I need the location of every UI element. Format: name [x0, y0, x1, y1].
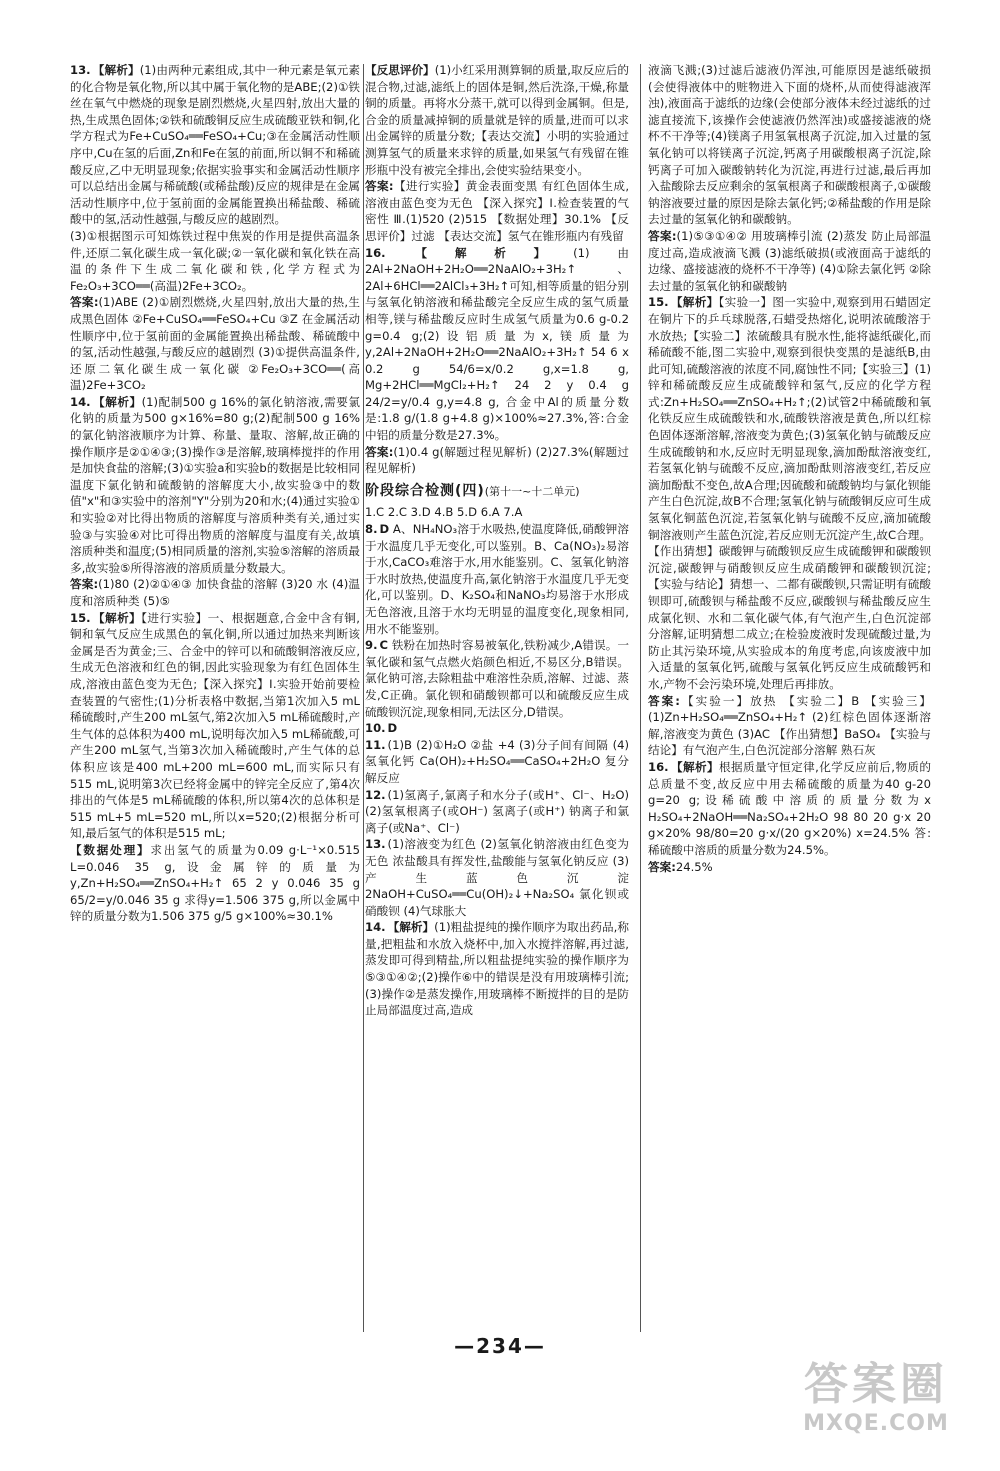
answer-item [70, 576, 360, 609]
section-title [365, 483, 629, 501]
answer-item [365, 720, 629, 737]
item-tag: 【解析】 [387, 245, 574, 260]
answer-item [365, 444, 629, 477]
watermark-logo: 答案圈 [804, 1359, 948, 1410]
item-tag: 【解析】 [670, 295, 719, 310]
item-text: 1.C 2.C 3.D 4.B 5.D 6.A 7.A [365, 505, 523, 520]
item-text: (1)80 (2)②①④③ 加快食盐的溶解 (3)20 水 (4)温度和溶质种类 (5)⑤ [70, 577, 360, 608]
item-text: 求出氢气的质量为0.09 g·L⁻¹×0.515 L=0.046 35 g,设金属锌的质量为y,Zn+H₂SO₄══ZnSO₄+H₂↑ 65 2 y 0.046 35 g 65/2=y/0.046 35 g 求得y=1.506 375 g,所以金属中锌的质量分数为1.506 375 g/5 g×100%≈30.1% [70, 842, 360, 924]
item-tag: 答案: [648, 693, 680, 708]
answer-column-1 [70, 62, 360, 1392]
item-text: (1)⑤③①④② 用玻璃棒引流 (2)蒸发 防止局部温度过高,造成液滴飞溅 (3)滤纸破损(或液面高于滤纸的边缘、盛接滤液的烧杯不干净等) (4)①除去氯化钙 ②除去过量的氢氧化钠和碳酸钠 [648, 228, 931, 293]
question-number: 16. [648, 759, 669, 774]
question-number: 15. [648, 295, 669, 310]
answer-item [365, 504, 629, 521]
answer-item [70, 294, 360, 394]
answer-item [648, 693, 931, 759]
item-text: A、NH₄NO₃溶于水吸热,使温度降低,硝酸钾溶于水温度几乎无变化,可以鉴别。B、Ca(NO₃)₂易溶于水,CaCO₃难溶于水,用水能鉴别。C、氢氧化钠溶于水时放热,使温度升高,氯化钠溶于水温度几乎无变化,可以鉴别。D、K₂SO₄和NaNO₃均易溶于水形成无色溶液,且溶于水均无明显的温度变化,现象相同,用水不能鉴别。 [365, 522, 629, 636]
answer-item [365, 62, 629, 178]
item-tag: C [379, 638, 388, 653]
item-tag: 答案: [70, 577, 99, 592]
rule-1 [363, 64, 364, 1332]
item-tag: 答案: [648, 228, 677, 243]
item-text: (1)粗盐提纯的操作顺序为取出药品,称量,把粗盐和水放入烧杯中,加入水搅拌溶解,再过滤,蒸发即可得到精盐,所以粗盐提纯实验的操作顺序为⑤③①④②;(2)操作⑥中的错误是没有用玻璃棒引流;(3)操作②是蒸发操作,用玻璃棒不断搅拌的目的是防止局部温度过高,造成 [365, 920, 629, 1018]
answer-item [365, 787, 629, 837]
answer-column-2 [365, 62, 629, 1392]
answer-item [70, 842, 360, 925]
answer-column-3 [648, 62, 931, 1392]
item-text: (1)氢离子,氯离子和水分子(或H⁺、Cl⁻、H₂O) (2)氢氧根离子(或OH⁻) 氢离子(或H⁺) 钠离子和氯离子(或Na⁺、Cl⁻) [365, 787, 629, 835]
question-number: 13. [365, 837, 386, 852]
item-tag: 【反思评价】 [365, 63, 435, 77]
answer-item [648, 228, 931, 294]
answer-item [70, 610, 360, 842]
item-text: 液滴飞溅;(3)过滤后滤液仍浑浊,可能原因是滤纸破损(会使得液体中的赃物进入下面的烧杯,从而使得滤液浑浊),液面高于滤纸的边缘(会使部分液体未经过滤纸的过滤直接流下,该操作会使滤液仍然浑浊)或盛接滤液的烧杯不干净等;(4)镁离子用氢氧根离子沉淀,加入过量的氢氧化钠可以将镁离子沉淀,钙离子用碳酸根离子沉淀,除钙离子可加入碳酸钠转化为沉淀,再进行过滤,最后再加入盐酸除去反应剩余的氢氧根离子和碳酸根离子,①碳酸钠溶液要过量的原因是除去氯化钙;②稀盐酸的作用是除去过量的氢氧化钠和碳酸钠。 [648, 63, 931, 227]
answer-item [365, 637, 629, 720]
question-number: 12. [365, 787, 386, 802]
question-number: 15. [70, 610, 91, 625]
question-number: 11. [365, 737, 386, 752]
question-number: 8. [365, 522, 378, 537]
question-number: 14. [365, 920, 386, 935]
unit-answers [365, 62, 629, 477]
item-tag: 【解析】 [92, 63, 140, 77]
item-tag: 【解析】 [670, 759, 720, 774]
answer-item [70, 228, 360, 294]
item-text: 【进行实验】一、根据题意,合金中含有铜,铜和氧气反应生成黑色的氧化铜,所以通过加热来判断该金属是否为黄金;三、合金中的锌可以和硫酸铜溶液反应,生成无色溶液和红色的铜,因此实验现象为有红色固体生成,溶液由蓝色变为无色;【深入探究】Ⅰ.实验开始前要检查装置的气密性;(1)分析表格中数据,当第1次加入5 mL稀硫酸时,产生200 mL氢气,第2次加入5 mL稀硫酸时,产生气体的总体积为400 mL,说明每次加入5 mL稀硫酸,可产生200 mL氢气,当第3次加入稀硫酸时,产生气体的总体积应该是400 mL+200 mL=600 mL,而实际只有515 mL,说明第3次已经将金属中的锌完全反应了,第4次排出的气体是5 mL稀硫酸的体积,所以第4次的总体积是515 mL+5 mL=520 mL,所以x=520;(2)根据分析可知,最后氢气的体积是515 mL; [70, 610, 360, 841]
item-text: 铁粉在加热时容易被氧化,铁粉减少,A错误。一氧化碳和氢气点燃火焰颜色相近,不易区分,B错误。氯化钠可溶,去除粗盐中难溶性杂质,溶解、过滤、蒸发,C正确。氯化钡和硝酸钡都可以和硫酸反应生成硫酸钡沉淀,现象相同,无法区分,D错误。 [365, 638, 629, 719]
question-number: 16. [365, 245, 386, 260]
item-tag: D [379, 522, 390, 537]
section-title-text: 阶段综合检测(四) [365, 482, 485, 499]
item-text: (1)溶液变为红色 (2)氢氧化钠溶液由红色变为无色 浓盐酸具有挥发性,盐酸能与氢氧化钠反应 (3)产生蓝色沉淀 2NaOH+CuSO₄══Cu(OH)₂↓+Na₂SO₄ 氯化钡或硝酸钡 (4)气球胀大 [365, 837, 629, 918]
item-text: 【进行实验】黄金表面变黑 有红色固体生成,溶液由蓝色变为无色 【深入探究】Ⅰ.检查装置的气密性 Ⅲ.(1)520 (2)515 【数据处理】30.1% 【反思评价】过滤 【表达交流】氢气在锥形瓶内有残留 [365, 179, 629, 243]
item-tag: 【解析】 [92, 394, 142, 409]
stage-test-answers [365, 504, 629, 1018]
answer-item [365, 737, 629, 787]
answer-item [365, 919, 629, 1019]
item-tag: D [387, 721, 398, 736]
item-text: 24.5% [675, 859, 713, 874]
item-text: (1)由两种元素组成,其中一种元素是氧元素的化合物是氧化物,所以其中属于氧化物的是ABE;(2)①铁丝在氧气中燃烧的现象是剧烈燃烧,火星四射,放出大量的热,生成黑色固体;②铁和硫酸铜反应生成硫酸亚铁和铜,化学方程式为Fe+CuSO₄══FeSO₄+Cu;③在金属活动性顺序中,Cu在氢的后面,Zn和Fe在氢的前面,所以铜不和稀硫酸反应,乙中无明显现象;依据实验事实和金属活动性顺序可以总结出金属与稀硫酸(或稀盐酸)反应的规律是在金属活动性顺序中,位于氢前面的金属能置换出稀盐酸、稀硫酸中的氢,活动性越强,与酸反应的越剧烈。 [70, 63, 360, 227]
item-text: (1)ABE (2)①剧烈燃烧,火星四射,放出大量的热,生成黑色固体 ②Fe+CuSO₄══FeSO₄+Cu ③Z 在金属活动性顺序中,位于氢前面的金属能置换出稀盐酸、稀硫酸中的氢,活动性越强,与酸反应的越剧烈 (3)①提供高温条件,还原二氧化碳生成一氧化碳 ②Fe₂O₃+3CO══(高温)2Fe+3CO₂ [70, 295, 360, 393]
answer-item [365, 836, 629, 919]
answer-item [365, 178, 629, 244]
question-number: 10. [365, 721, 386, 736]
item-text: 根据质量守恒定律,化学反应前后,物质的总质量不变,故反应中用去稀硫酸的质量为40 g-20 g=20 g;设稀硫酸中溶质的质量分数为x H₂SO₄+2NaOH══Na₂SO₄+2H₂O 98 80 20 g·x 20 g×20% 98/80=20 g·x/(20 g×20%) x=24.5% 答:稀硫酸中溶质的质量分数为24.5%。 [648, 759, 931, 857]
item-text: 【实验一】放热 【实验二】B 【实验三】(1)Zn+H₂SO₄══ZnSO₄+H₂↑ (2)红棕色固体逐渐溶解,溶液变为黄色 (3)AC 【作出猜想】BaSO₄ 【实验与结论】有气泡产生,白色沉淀部分溶解 熟石灰 [648, 693, 931, 758]
item-tag: 答案: [365, 444, 394, 459]
question-number: 13. [70, 63, 91, 77]
answer-item [365, 521, 629, 637]
section-subtitle: (第十一~十二单元) [484, 484, 580, 498]
item-text: (1)配制500 g 16%的氯化钠溶液,需要氯化钠的质量为500 g×16%=80 g;(2)配制500 g 16%的氯化钠溶液顺序为计算、称量、量取、溶解,故正确的操作顺序是②①④③;(3)操作③是溶解,玻璃棒搅拌的作用是加快食盐的溶解;(3)①实验a和实验b的数据是比较相同温度下氯化钠和硫酸钠的溶解度大小,故实验③中的数值"x"和③实验中的溶剂"Y"分别为20和水;(4)通过实验①和实验②对比得出物质的溶解度与溶质种类有关,通过实验③与实验④对比可得出物质的溶解度与温度有关,故填溶质种类和温度;(5)相同质量的溶剂,实验⑤溶解的溶质最多,故实验⑤所得溶液的溶质质量分数最大。 [70, 394, 360, 575]
item-text: (3)①根据图示可知炼铁过程中焦炭的作用是提供高温条件,还原二氧化碳生成一氧化碳;②一氧化碳和氧化铁在高温的条件下生成二氧化碳和铁,化学方程式为Fe₂O₃+3CO══(高温)2Fe+3CO₂。 [70, 228, 360, 293]
item-text: 【实验一】图一实验中,观察到用石蜡固定在铜片下的乒乓球脱落,石蜡受热熔化,说明浓硫酸溶于水放热;【实验二】浓硫酸具有脱水性,能将滤纸碳化,而稀硫酸不能,图二实验中,观察到很快变黑的是滤纸B,由此可知,硫酸溶液的浓度不同,腐蚀性不同;【实验三】(1)锌和稀硫酸反应生成硫酸锌和氢气,反应的化学方程式:Zn+H₂SO₄══ZnSO₄+H₂↑;(2)试管2中稀硫酸和氧化铁反应生成硫酸铁和水,硫酸铁溶液是黄色,所以红棕色固体逐渐溶解,溶液变为黄色;(3)氢氧化钠与硫酸反应生成硫酸钠和水,反应时无明显现象,滴加酚酞溶液变红,若氢氧化钠与硫酸不反应,滴加酚酞则溶液变红,若反应滴加酚酞不变色,故A合理;因硫酸和硫酸钠均与氯化钡能产生白色沉淀,故B不合理;氢氧化钠与硫酸铜反应可生成氢氧化铜蓝色沉淀,若氢氧化钠与硫酸不反应,滴加硫酸铜溶液则产生蓝色沉淀,若反应则无沉淀产生,故C合理。【作出猜想】碳酸钾与硫酸钡反应生成硫酸钾和碳酸钡沉淀,碳酸钾与硝酸钡反应生成硝酸钾和碳酸钡沉淀;【实验与结论】猜想一、二都有碳酸钡,只需证明有硫酸钡即可,硫酸钡与稀盐酸不反应,碳酸钡与稀盐酸反应生成氯化钡、水和二氧化碳气体,有气泡产生,白色沉淀部分溶解,证明猜想二成立;在检验废液时发现硫酸过量,为防止其污染环境,从实验成本的角度考虑,向该废液中加入适量的氢氧化钙,硫酸与氢氧化钙反应生成硫酸钙和水,产物不会污染环境,处理后再排放。 [648, 295, 931, 691]
watermark [776, 1359, 976, 1449]
answer-item [70, 394, 360, 577]
item-text: (1)B (2)①H₂O ②盐 +4 (3)分子间有间隔 (4)氢氧化钙 Ca(OH)₂+H₂SO₄══CaSO₄+2H₂O 复分解反应 [365, 737, 629, 785]
rule-2 [640, 64, 641, 1332]
answer-item [648, 759, 931, 859]
item-text: (1)由2Al+2NaOH+2H₂O══2NaAlO₂+3H₂↑、2Al+6HCl══2AlCl₃+3H₂↑可知,相等质量的铝分别与氢氧化钠溶液和稀盐酸完全反应生成的氢气质量相等,镁与稀盐酸反应时生成氢气质量为0.6 g-0.2 g=0.4 g;(2)设铝质量为x,镁质量为y,2Al+2NaOH+2H₂O══2NaAlO₂+3H₂↑ 54 6 x 0.2 g 54/6=x/0.2 g,x=1.8 g, Mg+2HCl══MgCl₂+H₂↑ 24 2 y 0.4 g 24/2=y/0.4 g,y=4.8 g, 合金中Al的质量分数是:1.8 g/(1.8 g+4.8 g)×100%≈27.3%,答:合金中铝的质量分数是27.3%。 [365, 245, 629, 443]
item-tag: 答案: [70, 295, 99, 310]
item-tag: 【解析】 [92, 610, 142, 625]
watermark-url: MXQE.COM [803, 1411, 949, 1436]
question-number: 9. [365, 638, 378, 653]
item-tag: 答案: [648, 859, 676, 874]
answer-item [365, 245, 629, 444]
answer-item [648, 294, 931, 692]
item-text: (1)小红采用测算铜的质量,取反应后的混合物,过滤,滤纸上的固体是铜,然后洗涤,干燥,称量铜的质量。再将水分蒸干,就可以得到金属铜。但是,合金的质量减掉铜的质量就是锌的质量,进而可以求出金属锌的质量分数;【表达交流】小明的实验通过测算氢气的质量来求锌的质量,如果氢气有残留在锥形瓶中没有被完全排出,会使实验结果变小。 [365, 63, 629, 177]
item-tag: 【数据处理】 [70, 842, 151, 857]
item-tag: 【解析】 [387, 920, 435, 935]
item-tag: 答案: [365, 179, 394, 194]
answer-item [648, 62, 931, 228]
item-text: (1)0.4 g(解题过程见解析) (2)27.3%(解题过程见解析) [365, 444, 629, 476]
answer-item [648, 859, 931, 876]
question-number: 14. [70, 394, 91, 409]
page-number: —234— [454, 1334, 546, 1358]
answer-item [70, 62, 360, 228]
